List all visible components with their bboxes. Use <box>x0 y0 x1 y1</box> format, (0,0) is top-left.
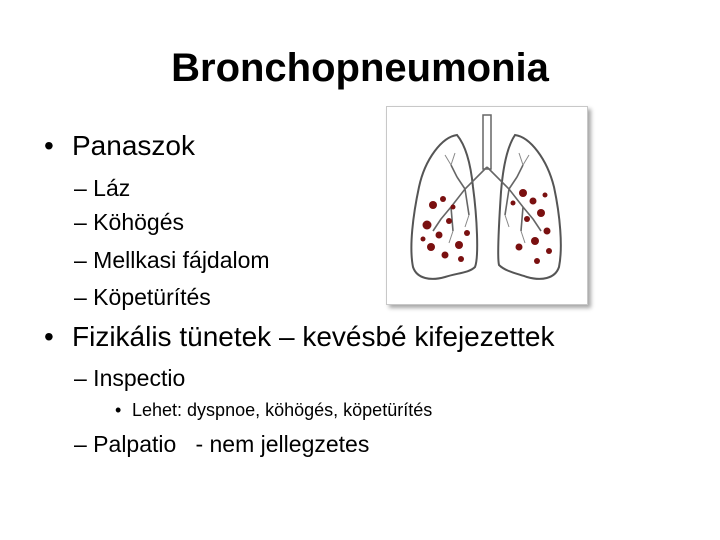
inspectio-details-label: Lehet: dyspnoe, köhögés, köpetürítés <box>132 400 433 420</box>
bullet-panaszok <box>44 129 195 163</box>
page-title: Bronchopneumonia <box>171 46 549 90</box>
sub-item-palpatio: – Palpatio - nem jellegzetes <box>74 431 370 457</box>
bullet-fizikalis-label: Fizikális tünetek – kevésbé kifejezettek <box>72 321 555 352</box>
bullet-glyph: • <box>115 400 122 420</box>
left-lung-outline <box>498 135 561 279</box>
sub-item-mellkasi-fajdalom: – Mellkasi fájdalom <box>74 247 270 273</box>
bullet-fizikalis-tunetek <box>44 320 554 354</box>
sub-item-kohoges: – Köhögés <box>74 209 184 235</box>
sub-sub-item-inspectio-details <box>115 398 432 422</box>
bullet-glyph: • <box>44 321 54 352</box>
trachea <box>483 115 491 169</box>
bullet-glyph: • <box>44 130 54 161</box>
sub-item-laz: – Láz <box>74 175 131 201</box>
sub-item-kopeturites: – Köpetürítés <box>74 284 211 310</box>
lungs-icon <box>387 107 587 304</box>
lungs-illustration <box>386 106 588 305</box>
bullet-panaszok-label: Panaszok <box>72 130 195 161</box>
sub-item-inspectio: – Inspectio <box>74 365 186 391</box>
